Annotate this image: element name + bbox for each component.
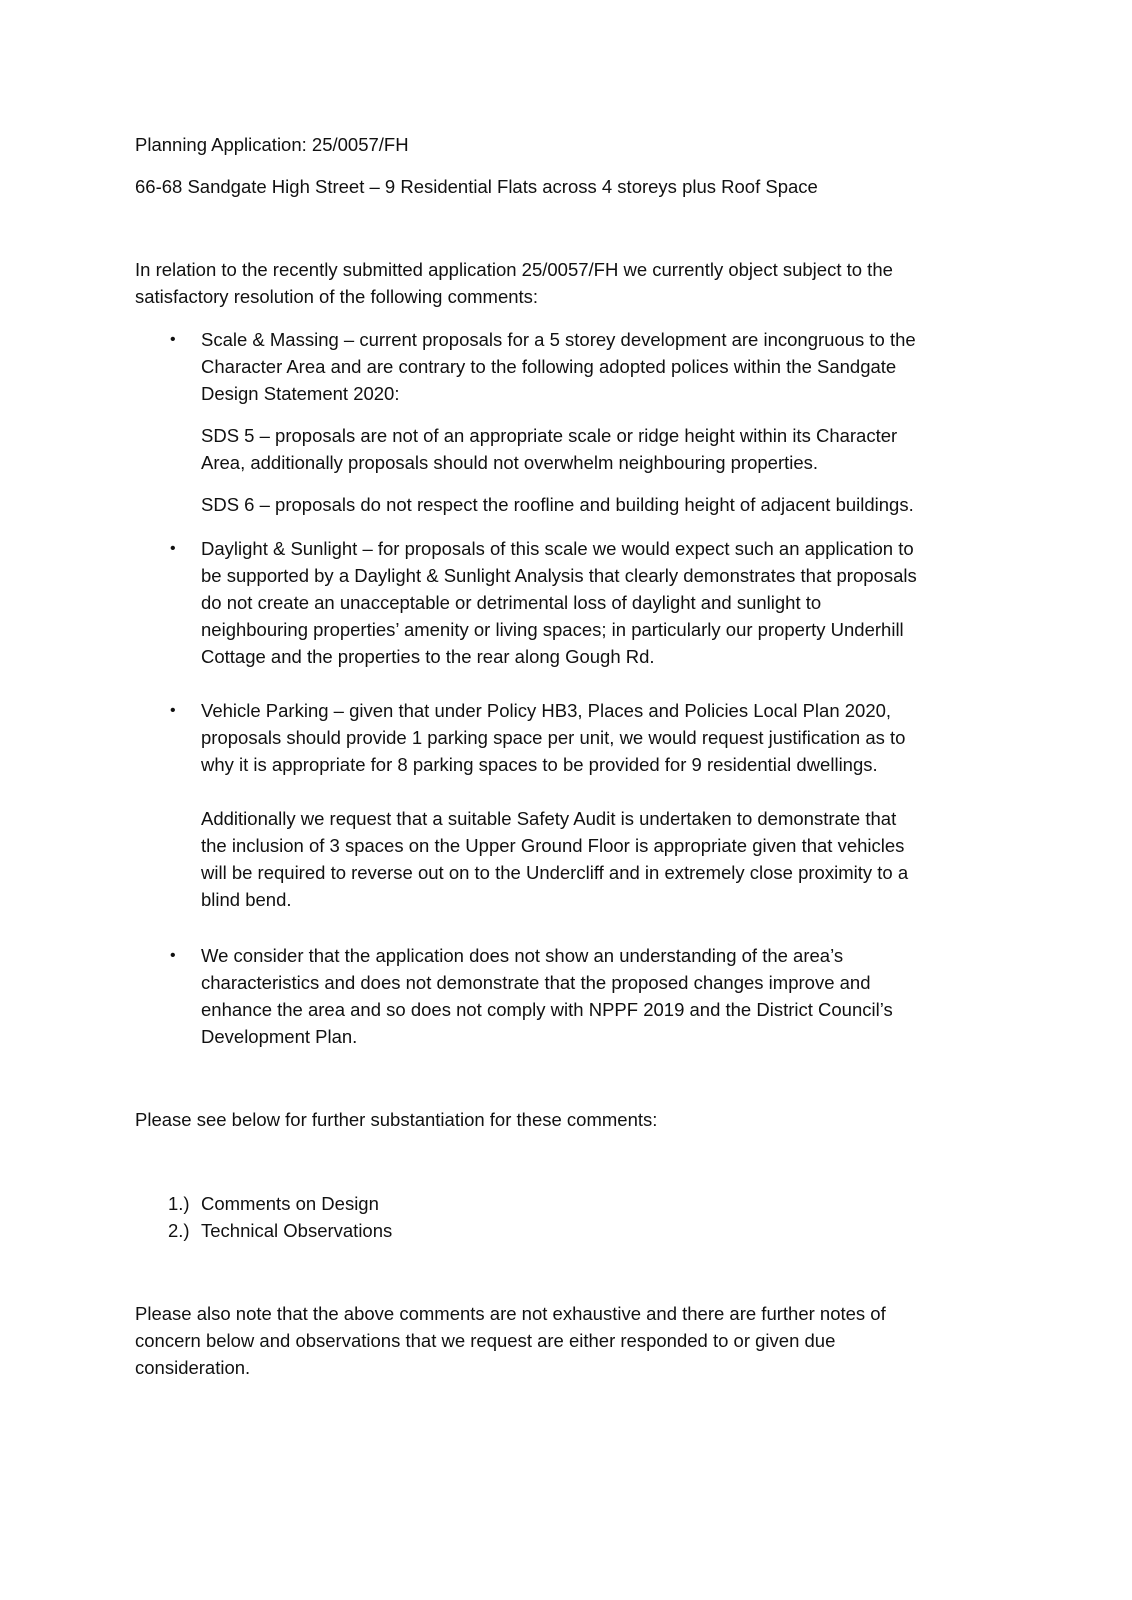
text-line: concern below and observations that we request are either responded to or given due <box>135 1330 836 1351</box>
bullet-marker: • <box>170 947 176 964</box>
text-line: consideration. <box>135 1357 251 1378</box>
text-line: blind bend. <box>201 889 292 910</box>
text-line: enhance the area and so does not comply with NPPF 2019 and the District Council’s <box>201 999 893 1020</box>
sub-paragraph <box>201 805 908 913</box>
document-title <box>135 131 409 158</box>
subtitle-line: 66-68 Sandgate High Street – 9 Residential Flats across 4 storeys plus Roof Space <box>135 176 818 197</box>
closing-paragraph <box>135 1300 886 1381</box>
bullet-item <box>201 942 893 1050</box>
sub-paragraph <box>201 422 897 476</box>
text-line: satisfactory resolution of the following comments: <box>135 286 539 307</box>
bullet-marker: • <box>170 702 176 719</box>
title-line: Planning Application: 25/0057/FH <box>135 134 409 155</box>
text-line: Cottage and the properties to the rear along Gough Rd. <box>201 646 655 667</box>
text-line: Vehicle Parking – given that under Policy HB3, Places and Policies Local Plan 2020, <box>201 700 892 721</box>
list-number: 2.) <box>168 1220 190 1241</box>
list-item: Comments on Design <box>201 1193 379 1214</box>
see-below-line: Please see below for further substantiation for these comments: <box>135 1109 658 1130</box>
bullet-item <box>201 697 905 778</box>
bullet-marker: • <box>170 540 176 557</box>
text-line: be supported by a Daylight & Sunlight Analysis that clearly demonstrates that proposals <box>201 565 917 586</box>
text-line: proposals should provide 1 parking space per unit, we would request justification as to <box>201 727 906 748</box>
text-line: the inclusion of 3 spaces on the Upper Ground Floor is appropriate given that vehicles <box>201 835 905 856</box>
text-line: neighbouring properties’ amenity or living spaces; in particularly our property Underhill <box>201 619 904 640</box>
text-line: Development Plan. <box>201 1026 358 1047</box>
document-subtitle <box>135 173 818 200</box>
bullet-item <box>201 326 916 407</box>
see-below-paragraph <box>135 1106 657 1133</box>
text-line: In relation to the recently submitted application 25/0057/FH we currently object subject to the <box>135 259 893 280</box>
text-line: Character Area and are contrary to the following adopted polices within the Sandgate <box>201 356 897 377</box>
text-line: Area, additionally proposals should not overwhelm neighbouring properties. <box>201 452 819 473</box>
bullet-marker: • <box>170 331 176 348</box>
text-line: We consider that the application does not show an understanding of the area’s <box>201 945 844 966</box>
intro-paragraph <box>135 256 893 310</box>
text-line: SDS 5 – proposals are not of an appropriate scale or ridge height within its Character <box>201 425 898 446</box>
text-line: SDS 6 – proposals do not respect the roofline and building height of adjacent buildings. <box>201 494 914 515</box>
list-number: 1.) <box>168 1193 190 1214</box>
list-item: Technical Observations <box>201 1220 393 1241</box>
bullet-item <box>201 535 917 670</box>
text-line: Please also note that the above comments are not exhaustive and there are further notes of <box>135 1303 886 1324</box>
text-line: Scale & Massing – current proposals for a 5 storey development are incongruous to the <box>201 329 916 350</box>
text-line: will be required to reverse out on to the Undercliff and in extremely close proximity to a <box>201 862 909 883</box>
text-line: characteristics and does not demonstrate that the proposed changes improve and <box>201 972 871 993</box>
text-line: Design Statement 2020: <box>201 383 400 404</box>
text-line: Additionally we request that a suitable Safety Audit is undertaken to demonstrate that <box>201 808 897 829</box>
sub-paragraph <box>201 491 914 518</box>
text-line: do not create an unacceptable or detrimental loss of daylight and sunlight to <box>201 592 822 613</box>
text-line: why it is appropriate for 8 parking spaces to be provided for 9 residential dwellings. <box>201 754 878 775</box>
text-line: Daylight & Sunlight – for proposals of this scale we would expect such an application to <box>201 538 914 559</box>
